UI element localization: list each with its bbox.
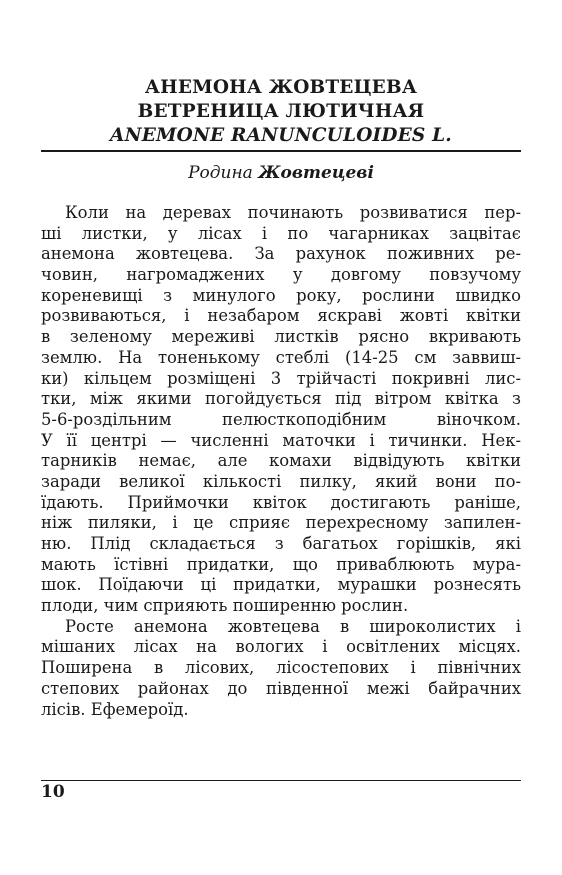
footer-divider <box>41 780 521 781</box>
paragraph-1 <box>41 203 521 617</box>
heading-divider <box>41 150 521 152</box>
text-line: ню. Плід складається з багатьох горішків, які <box>41 534 521 553</box>
text-line: розвиваються, і незабаром яскраві жовті квітки <box>41 306 521 326</box>
paragraph-2 <box>41 617 521 720</box>
text-line: заради великої кількості пилку, який вони по- <box>41 471 521 491</box>
title-russian: ВЕТРЕНИЦА ЛЮТИЧНАЯ <box>137 101 425 122</box>
title-ukrainian: АНЕМОНА ЖОВТЕЦЕВА <box>144 77 418 98</box>
text-line: човин, нагромаджених у довгому повзучому <box>41 265 521 285</box>
text-line: їдають. Приймочки квіток достигають раніше, <box>41 492 521 512</box>
article-body <box>41 203 521 720</box>
text-line: мають їстівні придатки, що приваблюють мура- <box>41 554 521 574</box>
page-number: 10 <box>41 782 65 802</box>
text-line: мішаних лісах на вологих і освітлених місцях. <box>41 637 521 657</box>
text-line: тарників немає, але комахи відвідують квітки <box>41 451 521 471</box>
article-heading <box>41 76 521 148</box>
text-line: землю. На тоненькому стеблі (14-25 см заввиш- <box>41 347 521 367</box>
family-name: Жовтецеві <box>258 163 374 183</box>
text-line: ки) кільцем розміщені 3 трійчасті покривні лис- <box>41 368 521 388</box>
text-line: в зеленому мереживі листків рясно вкривають <box>41 327 521 347</box>
title-latin: ANEMONE RANUNCULOIDES L. <box>110 125 452 146</box>
text-line: плоди, чим сприяють поширенню рослин. <box>41 596 409 616</box>
text-line: ніж пиляки, і це сприяє перехресному запилен- <box>41 513 521 533</box>
text-line: кореневищі з минулого року, рослини швидко <box>41 285 521 305</box>
book-page <box>41 0 521 875</box>
text-line: шок. Поїдаючи ці придатки, мурашки рознесять <box>41 575 521 595</box>
text-line: Коли на деревах починають розвиватися пер- <box>65 203 521 222</box>
family-line <box>41 162 521 184</box>
text-line: Поширена в лісових, лісостепових і північних <box>41 658 521 678</box>
text-line: анемона жовтецева. За рахунок поживних ре- <box>41 244 521 264</box>
text-line: 5-6-роздільним пелюсткоподібним віночком. <box>41 409 521 429</box>
text-line: тки, між якими погойдується під вітром квітка з <box>41 389 521 409</box>
text-line: степових районах до південної межі байрачних <box>41 678 521 698</box>
family-label: Родина <box>188 163 253 183</box>
text-line: Росте анемона жовтецева в широколистих і <box>65 616 521 636</box>
text-line: У її центрі — численні маточки і тичинки. Нек- <box>41 430 521 450</box>
text-line: ші листки, у лісах і по чагарниках зацвітає <box>41 223 521 243</box>
text-line: лісів. Ефемероїд. <box>41 699 189 719</box>
